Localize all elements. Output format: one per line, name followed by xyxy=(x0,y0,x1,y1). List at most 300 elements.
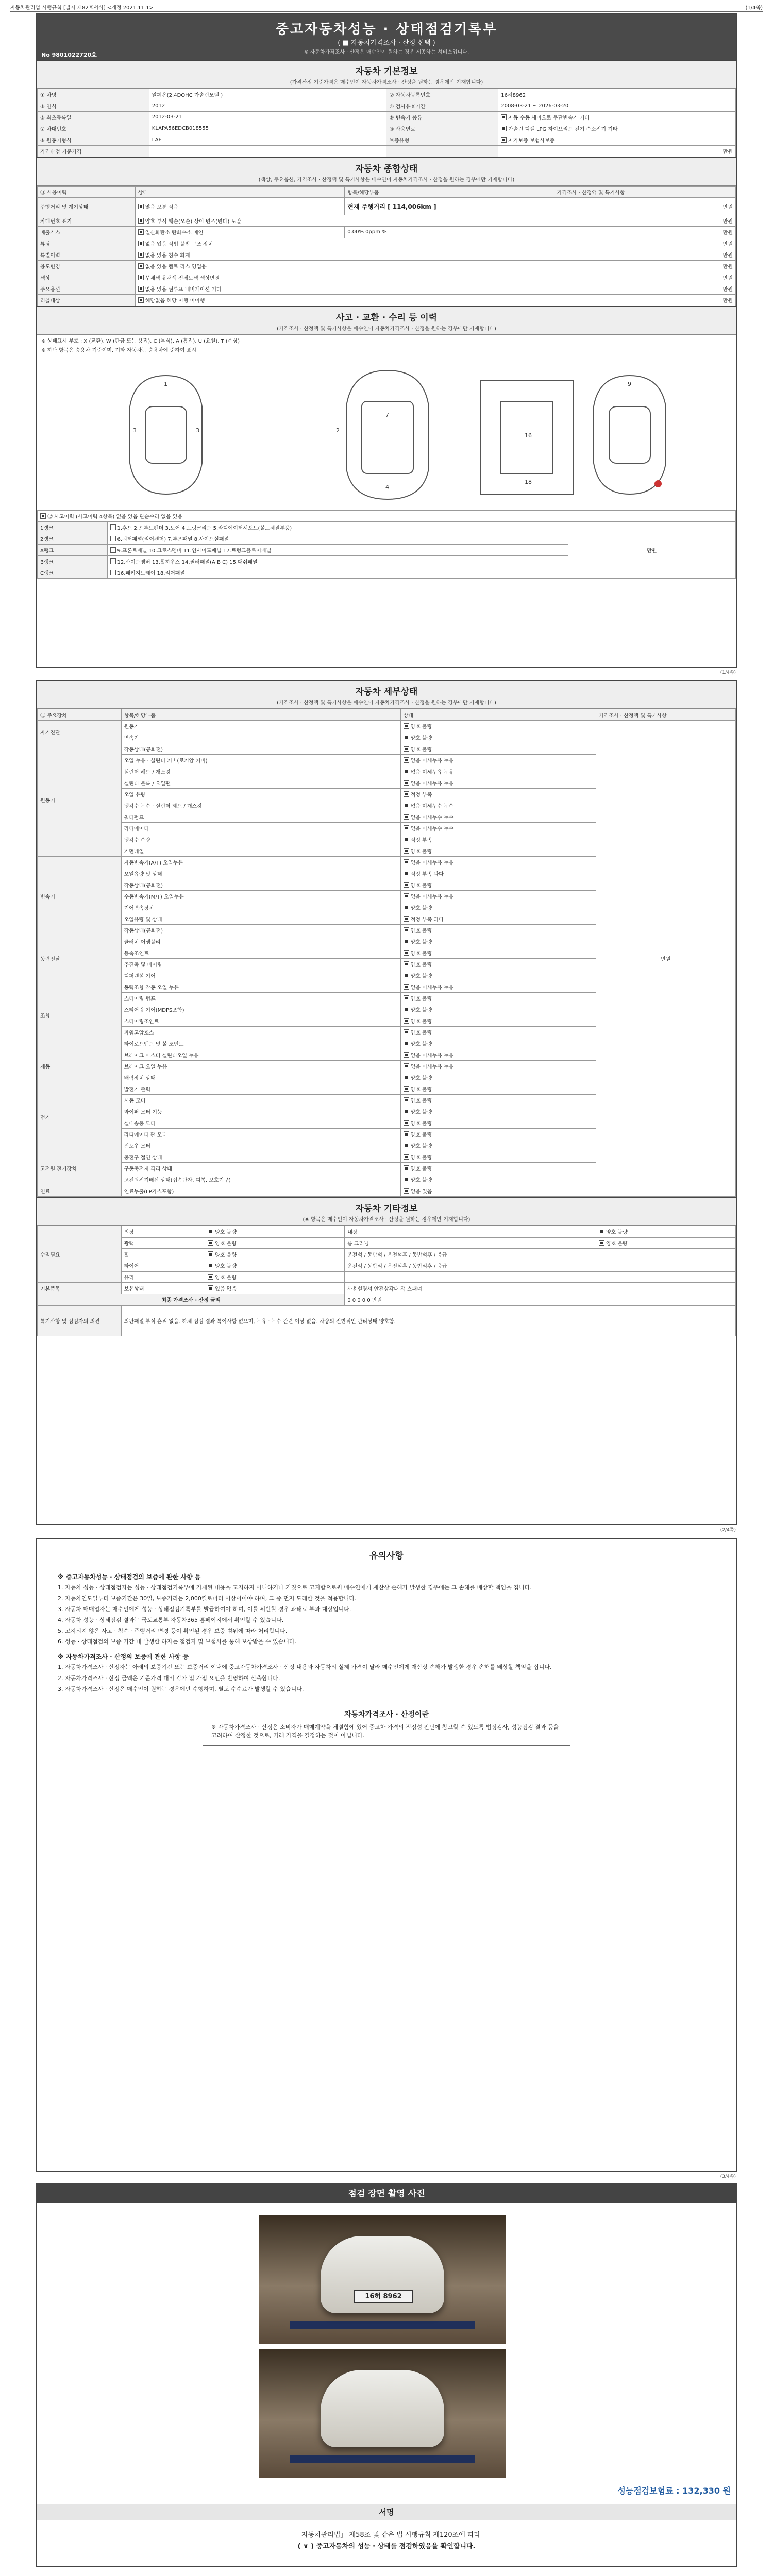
part-state xyxy=(400,743,596,755)
col-head: 항목/해당부품 xyxy=(121,709,400,721)
value-engine-type: LAF xyxy=(149,134,386,146)
checkbox-icon xyxy=(404,1188,409,1194)
row-state xyxy=(135,238,554,249)
table-row xyxy=(38,249,736,261)
accident-check-text: ⑫ 사고이력 (사고이력 4항목) 없음 있음 단순수리 없음 있음 xyxy=(47,514,183,520)
form-reference-text: 자동차관리법 시행규칙 [별지 제82호서식] <개정 2021.11.1> xyxy=(10,5,154,11)
checkbox-icon xyxy=(404,1007,409,1012)
checkbox-icon xyxy=(404,780,409,786)
state-options: 있음 없음 xyxy=(215,1286,237,1292)
basic-info-section xyxy=(37,60,736,157)
lift-shape xyxy=(290,2455,475,2463)
state-options: 양호 불량 xyxy=(215,1275,237,1281)
row-label: 리콜대상 xyxy=(38,295,136,306)
svg-text:4: 4 xyxy=(385,484,389,490)
table-row xyxy=(38,1226,736,1238)
checkbox-icon xyxy=(404,1018,409,1024)
table-row xyxy=(38,1238,736,1249)
table-row xyxy=(38,146,736,157)
col-head: 항목/해당부품 xyxy=(345,187,554,198)
table-row xyxy=(38,721,736,732)
part-label: 실린더 블록 / 오일팬 xyxy=(121,777,400,789)
part-state xyxy=(400,1151,596,1163)
state-options: 양호 불량 xyxy=(410,1008,432,1013)
part-label: 윈도우 모터 xyxy=(121,1140,400,1151)
checkbox-icon xyxy=(404,723,409,729)
checkbox-icon xyxy=(404,814,409,820)
other-note: (※ 항목은 매수인이 자동차가격조사 · 산정을 원하는 경우에만 기재합니다) xyxy=(37,1215,736,1226)
part-state xyxy=(400,913,596,925)
label-vin: ⑦ 차대번호 xyxy=(38,123,149,134)
checkbox-icon xyxy=(404,1086,409,1092)
checkbox-icon xyxy=(138,297,144,303)
overall-section xyxy=(37,157,736,306)
state-options: 양호 불량 xyxy=(410,974,432,979)
state-options: 양호 불량 xyxy=(410,1030,432,1036)
state-options: 양호 불량 xyxy=(410,962,432,968)
notice-item: 1. 자동차가격조사 · 산정자는 아래의 보증기간 또는 보증거리 이내에 중고자동차가격조사 · 산정 내용과 자동차의 실제 가격이 달라 매수인에게 재산상 손해가 발생한 경우 손해를 배상할 책임을 집니다. xyxy=(58,1664,552,1671)
checkbox-icon xyxy=(208,1251,213,1257)
state-options: 없음 미세누수 누수 xyxy=(410,815,454,821)
rank-items-text: 16.패키지트레이 18.리어패널 xyxy=(117,571,186,577)
checkbox-icon xyxy=(404,859,409,865)
checkbox-icon xyxy=(404,927,409,933)
state-options: 없음 미세누수 누수 xyxy=(410,804,454,809)
checkbox-icon xyxy=(404,735,409,740)
final-statement xyxy=(37,2530,736,2552)
part-label: 발전기 출력 xyxy=(121,1083,400,1095)
state-options: 없음 미세누유 누유 xyxy=(410,985,454,991)
row-price: 만원 xyxy=(554,215,735,227)
accident-price: 만원 xyxy=(568,522,735,579)
part-label: 브레이크 오일 누유 xyxy=(121,1061,400,1072)
part-state xyxy=(400,732,596,743)
checkbox-icon xyxy=(501,126,507,131)
rank-label: 2랭크 xyxy=(38,533,108,545)
notice-item: 6. 성능 · 상태점검의 보증 기간 내 발생한 하자는 점검자 및 보험사를 통해 보상받을 수 있습니다. xyxy=(58,1638,297,1645)
part-label: 스티어링조인트 xyxy=(121,1015,400,1027)
row-price: 만원 xyxy=(554,261,735,272)
row-price: 만원 xyxy=(554,198,735,215)
checkbox-icon xyxy=(404,939,409,944)
svg-text:3: 3 xyxy=(133,427,137,434)
accident-checks xyxy=(38,511,736,522)
value-base-price xyxy=(149,146,386,157)
notice-item: 3. 자동차 매매업자는 매수인에게 성능 · 상태점검기록부를 발급하여야 하며, 이를 위반할 경우 과태료 부과 대상입니다. xyxy=(58,1605,351,1613)
rank-items-text: 12.사이드멤버 13.휠하우스 14.필러패널(A B C) 15.대쉬패널 xyxy=(117,560,258,565)
checkbox-icon xyxy=(110,524,116,530)
label-car-name: ① 차명 xyxy=(38,89,149,100)
part-label: 스티어링 기어(MDPS포함) xyxy=(121,1004,400,1015)
table-row xyxy=(38,1283,736,1294)
part-state xyxy=(400,1004,596,1015)
state-options: 양호 부식 훼손(오손) 상이 변조(변타) 도말 xyxy=(145,219,241,225)
state-options: 양호 불량 xyxy=(410,724,432,730)
svg-text:2: 2 xyxy=(336,427,340,434)
rank-items xyxy=(107,533,568,545)
part-label: 자동변속기(A/T) 오일누유 xyxy=(121,857,400,868)
state-options: 없음 미세누유 누유 xyxy=(410,1053,454,1059)
part-label: 오일 유량 xyxy=(121,789,400,800)
warranty-options: 자가보증 보험사보증 xyxy=(508,138,555,144)
state-options: 양호 불량 xyxy=(215,1264,237,1269)
checkbox-icon xyxy=(208,1285,213,1291)
notice-section-2: ※ 자동차가격조사 · 산정의 보증에 관한 사항 등 xyxy=(58,1653,189,1660)
device-group: 변속기 xyxy=(38,857,122,936)
row-label: 외장 xyxy=(121,1226,205,1238)
notice-item: 4. 자동차 성능 · 상태점검 결과는 국토교통부 자동차365 홈페이지에서 확인할 수 있습니다. xyxy=(58,1616,284,1623)
row-state xyxy=(205,1272,345,1283)
value-first-registration: 2012-03-21 xyxy=(149,112,386,123)
checkbox-icon xyxy=(404,1109,409,1114)
row-group: 기본품목 xyxy=(38,1283,122,1294)
part-state xyxy=(400,857,596,868)
checkbox-icon xyxy=(208,1263,213,1268)
checkbox-icon xyxy=(208,1240,213,1246)
final-line-1: 「 자동차관리법」 제58조 및 같은 법 시행규칙 제120조에 따라 xyxy=(292,2531,481,2539)
value-year: 2012 xyxy=(149,100,386,112)
table-row xyxy=(38,227,736,238)
page-count: (1/4쪽) xyxy=(745,5,763,11)
notice-heading: 유의사항 xyxy=(37,1539,736,1562)
row-state xyxy=(135,215,554,227)
state-options: 적정 부족 과다 xyxy=(410,917,444,923)
table-row xyxy=(38,134,736,146)
part-label: 스티어링 펌프 xyxy=(121,993,400,1004)
basic-info-note: (가격산정 기준가격은 매수인이 자동차가격조사 · 산정을 원하는 경우에만 기재합니다) xyxy=(37,78,736,89)
checkbox-icon xyxy=(404,757,409,763)
checkbox-icon xyxy=(208,1274,213,1280)
device-group: 고전원 전기장치 xyxy=(38,1151,122,1185)
part-label: 워터펌프 xyxy=(121,811,400,823)
row-label: 색상 xyxy=(38,272,136,283)
part-label: 오일유량 및 상태 xyxy=(121,913,400,925)
basic-info-table xyxy=(37,89,736,157)
device-group: 원동기 xyxy=(38,743,122,857)
checkbox-icon xyxy=(404,1131,409,1137)
row-state xyxy=(135,198,345,215)
checkbox-icon xyxy=(138,241,144,246)
row-state-2 xyxy=(596,1226,735,1238)
tire-positions: 운전석 / 동반석 / 운전석후 / 동반석후 / 응급 xyxy=(345,1260,736,1272)
accident-legend: ※ 상태표시 부호 : X (교환), W (판금 또는 용접), C (부식), A (흠집), U (요철), T (손상) xyxy=(41,338,240,344)
checkbox-icon xyxy=(404,825,409,831)
rank-label: C랭크 xyxy=(38,567,108,579)
accident-table xyxy=(37,510,736,579)
checkbox-icon xyxy=(404,769,409,774)
col-head: ⑪ 사용이력 xyxy=(38,187,136,198)
label-plate: ② 자동차등록번호 xyxy=(386,89,498,100)
total-value: 0 0 0 0 0 만원 xyxy=(345,1294,736,1306)
part-state xyxy=(400,789,596,800)
table-row xyxy=(38,1306,736,1336)
notice-item: 2. 자동차가격조사 · 산정 금액은 기준가격 대비 감가 및 가점 요인을 반영하여 산출합니다. xyxy=(58,1674,280,1682)
part-label: 연료누출(LP가스포함) xyxy=(121,1185,400,1197)
part-state xyxy=(400,959,596,970)
state-options: 양호 불량 xyxy=(215,1230,237,1235)
label-base-price-empty xyxy=(386,146,498,157)
row-state xyxy=(205,1249,345,1260)
part-label: 구동축전지 격리 상태 xyxy=(121,1163,400,1174)
row-price: 만원 xyxy=(554,283,735,295)
rank-label: A랭크 xyxy=(38,545,108,556)
state-options: 양호 불량 xyxy=(606,1241,628,1247)
basic-items: 사용설명서 안전삼각대 잭 스패너 xyxy=(345,1283,736,1294)
state-options: 없음 미세누유 누유 xyxy=(410,860,454,866)
price-assessment-heading: 자동차가격조사 · 산정이란 xyxy=(344,1710,429,1719)
part-label: 디퍼렌셜 기어 xyxy=(121,970,400,981)
part-state xyxy=(400,936,596,947)
signature-label: 서명 xyxy=(37,2504,736,2520)
svg-text:1: 1 xyxy=(164,381,167,387)
accident-note: (가격조사 · 산정액 및 특기사항은 매수인이 자동차가격조사 · 산정을 원하는 경우에만 기재합니다) xyxy=(37,324,736,335)
state-options: 없음 미세누수 누수 xyxy=(410,826,454,832)
part-state xyxy=(400,947,596,959)
row-label: 주요옵션 xyxy=(38,283,136,295)
state-options: 양호 불량 xyxy=(410,849,432,855)
part-label: 작동상태(공회전) xyxy=(121,879,400,891)
notice-item: 1. 자동차 성능 · 상태점검자는 성능 · 상태점검기록부에 기재된 내용을 고지하지 아니하거나 거짓으로 고지함으로써 매수인에게 재산상 손해가 발생한 경우에는 그 손해를 배상할 책임을 집니다. xyxy=(58,1584,532,1591)
table-row xyxy=(38,238,736,249)
row-label: 특별이력 xyxy=(38,249,136,261)
checkbox-icon xyxy=(404,1041,409,1046)
table-row xyxy=(38,1260,736,1272)
part-state xyxy=(400,1117,596,1129)
notice-body xyxy=(37,1562,736,1755)
table-row xyxy=(38,522,736,533)
state-options: 양호 불량 xyxy=(410,1087,432,1093)
detail-table xyxy=(37,709,736,1197)
car-outline-drawing xyxy=(37,355,736,510)
table-row xyxy=(38,198,736,215)
checkbox-icon xyxy=(599,1229,604,1234)
part-label: 변속기 xyxy=(121,732,400,743)
checkbox-icon xyxy=(138,218,144,224)
device-group: 조향 xyxy=(38,981,122,1049)
rank-items xyxy=(107,545,568,556)
part-state xyxy=(400,1072,596,1083)
value-warranty xyxy=(498,134,736,146)
document-header xyxy=(37,14,736,60)
checkbox-icon xyxy=(110,547,116,553)
checkbox-icon xyxy=(208,1229,213,1234)
state-options: 양호 불량 xyxy=(410,736,432,741)
row-state xyxy=(135,272,554,283)
part-label: 냉각수 누수 · 실린더 헤드 / 개스킷 xyxy=(121,800,400,811)
part-state xyxy=(400,868,596,879)
checkbox-icon xyxy=(138,252,144,258)
part-label: 실내송풍 모터 xyxy=(121,1117,400,1129)
table-row xyxy=(38,1294,736,1306)
state-options: 없음 미세누유 누유 xyxy=(410,894,454,900)
device-group: 연료 xyxy=(38,1185,122,1197)
table-row xyxy=(38,272,736,283)
row-state xyxy=(205,1226,345,1238)
checkbox-icon xyxy=(404,973,409,978)
detail-heading: 자동차 세부상태 xyxy=(37,681,736,698)
detail-note: (가격조사 · 산정액 및 특기사항은 매수인이 자동차가격조사 · 산정을 원하는 경우에만 기재합니다) xyxy=(37,698,736,709)
other-section xyxy=(37,1197,736,1336)
part-label: 타이로드엔드 및 볼 조인트 xyxy=(121,1038,400,1049)
label-engine-type: ⑨ 원동기형식 xyxy=(38,134,149,146)
page-tag: (3/4쪽) xyxy=(720,2174,736,2179)
col-head: 상태 xyxy=(135,187,345,198)
accident-section xyxy=(37,306,736,579)
state-options: 양호 불량 xyxy=(410,1076,432,1081)
part-state xyxy=(400,811,596,823)
part-label: 브레이크 마스터 실린더오일 누유 xyxy=(121,1049,400,1061)
part-state xyxy=(400,845,596,857)
part-state xyxy=(400,1027,596,1038)
part-state xyxy=(400,1163,596,1174)
row-state xyxy=(135,261,554,272)
document-number: No 9801022720호 xyxy=(41,52,97,58)
state-options: 없음 있음 xyxy=(410,1189,432,1195)
state-options: 적정 부족 xyxy=(410,838,432,843)
checkbox-icon xyxy=(404,871,409,876)
state-options: 없음 미세누유 누유 xyxy=(410,758,454,764)
checkbox-icon xyxy=(404,1154,409,1160)
transmission-options: 자동 수동 세미오토 무단변속기 기타 xyxy=(508,115,590,121)
part-label: 냉각수 수량 xyxy=(121,834,400,845)
checkbox-icon xyxy=(110,570,116,575)
part-state xyxy=(400,1083,596,1095)
photo-heading: 점검 장면 촬영 사진 xyxy=(37,2184,736,2203)
state-options: 양호 불량 xyxy=(410,1042,432,1047)
checkbox-icon xyxy=(404,916,409,922)
insurance-fee: 성능점검보험료 : 132,330 원 xyxy=(617,2486,731,2496)
final-line-2: ( ∨ ) 중고자동차의 성능 · 상태를 점검하였음을 확인합니다. xyxy=(297,2543,476,2551)
table-row xyxy=(38,215,736,227)
row-label-2: 룸 크리닝 xyxy=(345,1238,596,1249)
part-state xyxy=(400,879,596,891)
value-transmission xyxy=(498,112,736,123)
state-options: 양호 불량 xyxy=(215,1252,237,1258)
page-tag: (1/4쪽) xyxy=(720,670,736,675)
checkbox-icon xyxy=(138,275,144,280)
row-label: 차대번호 표기 xyxy=(38,215,136,227)
checkbox-icon xyxy=(404,995,409,1001)
part-label: 오일 누유 · 실린더 커버(로커암 커버) xyxy=(121,755,400,766)
other-table xyxy=(37,1226,736,1336)
state-options: 양호 불량 xyxy=(410,883,432,889)
state-options: 적정 부족 과다 xyxy=(410,872,444,877)
state-options: 무채색 유채색 전체도색 색상변경 xyxy=(145,276,220,281)
emission-values: 0.00% 0ppm % xyxy=(345,227,554,238)
empty-cell xyxy=(345,1272,736,1283)
svg-text:7: 7 xyxy=(385,412,389,418)
checkbox-icon xyxy=(404,1120,409,1126)
state-options: 양호 불량 xyxy=(410,1132,432,1138)
row-state xyxy=(135,227,345,238)
inspection-photo-front xyxy=(259,2215,506,2344)
row-state xyxy=(135,295,554,306)
row-label: 튜닝 xyxy=(38,238,136,249)
row-state xyxy=(205,1283,345,1294)
svg-text:3: 3 xyxy=(196,427,199,434)
checkbox-icon xyxy=(110,558,116,564)
part-state xyxy=(400,755,596,766)
table-row xyxy=(38,261,736,272)
rank-label: B랭크 xyxy=(38,556,108,567)
row-label: 광택 xyxy=(121,1238,205,1249)
table-row xyxy=(38,100,736,112)
row-state xyxy=(135,283,554,295)
state-options: 양호 불량 xyxy=(410,906,432,911)
state-options: 양호 불량 xyxy=(410,928,432,934)
part-label: 충전구 절연 상태 xyxy=(121,1151,400,1163)
device-group: 자기진단 xyxy=(38,721,122,743)
device-group: 동력전달 xyxy=(38,936,122,981)
row-price: 만원 xyxy=(554,272,735,283)
state-options: 많음 보통 적음 xyxy=(145,205,179,210)
value-car-name: 알페온(2.4DOHC 가솔린모델 ) xyxy=(149,89,386,100)
part-label: 라디에이터 xyxy=(121,823,400,834)
state-options: 양호 불량 xyxy=(410,1144,432,1149)
part-label: 시동 모터 xyxy=(121,1095,400,1106)
state-options: 양호 불량 xyxy=(606,1230,628,1235)
part-label: 배력장치 상태 xyxy=(121,1072,400,1083)
state-options: 양호 불량 xyxy=(410,1110,432,1115)
state-options: 양호 불량 xyxy=(215,1241,237,1247)
checkbox-icon xyxy=(404,1029,409,1035)
part-label: 수동변속기(M/T) 오일누유 xyxy=(121,891,400,902)
part-label: 기어변속장치 xyxy=(121,902,400,913)
state-options: 해당없음 해당 이행 미이행 xyxy=(145,298,205,304)
part-label: 실린더 헤드 / 개스킷 xyxy=(121,766,400,777)
car-diagram xyxy=(37,355,736,510)
table-header-row xyxy=(38,709,736,721)
part-state xyxy=(400,1174,596,1185)
price-assessment-text: ※ 자동차가격조사 · 산정은 소비자가 매매계약을 체결함에 있어 중고차 가격의 적정성 판단에 참고할 수 있도록 법정검사, 성능점검 결과 등을 고려하여 산정한 것으로, 거래 가격을 결정하는 것이 아닙니다. xyxy=(211,1723,559,1739)
basic-info-heading: 자동차 기본정보 xyxy=(37,61,736,78)
inspection-photo-rear xyxy=(259,2349,506,2478)
table-row xyxy=(38,123,736,134)
checkbox-icon xyxy=(404,1097,409,1103)
table-row xyxy=(38,283,736,295)
checkbox-icon xyxy=(404,803,409,808)
part-state xyxy=(400,902,596,913)
page-3 xyxy=(36,1538,737,2172)
row-price: 만원 xyxy=(554,238,735,249)
part-state xyxy=(400,1140,596,1151)
row-price: 만원 xyxy=(554,295,735,306)
row-state-2 xyxy=(596,1238,735,1249)
notice-section-1: ※ 중고자동차성능 · 상태점검의 보증에 관한 사항 등 xyxy=(58,1573,201,1581)
total-label: 최종 가격조사 · 산정 금액 xyxy=(38,1294,345,1306)
overall-table xyxy=(37,186,736,306)
checkbox-icon xyxy=(404,1063,409,1069)
state-options: 양호 불량 xyxy=(410,1155,432,1161)
row-group: 수리필요 xyxy=(38,1226,122,1283)
document-title: 중고자동차성능 · 상태점검기록부 xyxy=(275,22,498,37)
value-plate: 16허8962 xyxy=(498,89,736,100)
checkbox-icon xyxy=(404,791,409,797)
state-options: 적정 부족 xyxy=(410,792,432,798)
checkbox-icon xyxy=(404,882,409,888)
state-options: 없음 미세누유 누유 xyxy=(410,781,454,787)
checkbox-icon xyxy=(404,848,409,854)
table-row xyxy=(38,1272,736,1283)
part-label: 오일유량 및 상태 xyxy=(121,868,400,879)
label-first-registration: ⑤ 최초등록일 xyxy=(38,112,149,123)
table-row xyxy=(38,89,736,100)
rank-label: 1랭크 xyxy=(38,522,108,533)
checkbox-icon xyxy=(404,961,409,967)
part-state xyxy=(400,777,596,789)
part-state xyxy=(400,1061,596,1072)
checkbox-icon xyxy=(138,204,144,209)
